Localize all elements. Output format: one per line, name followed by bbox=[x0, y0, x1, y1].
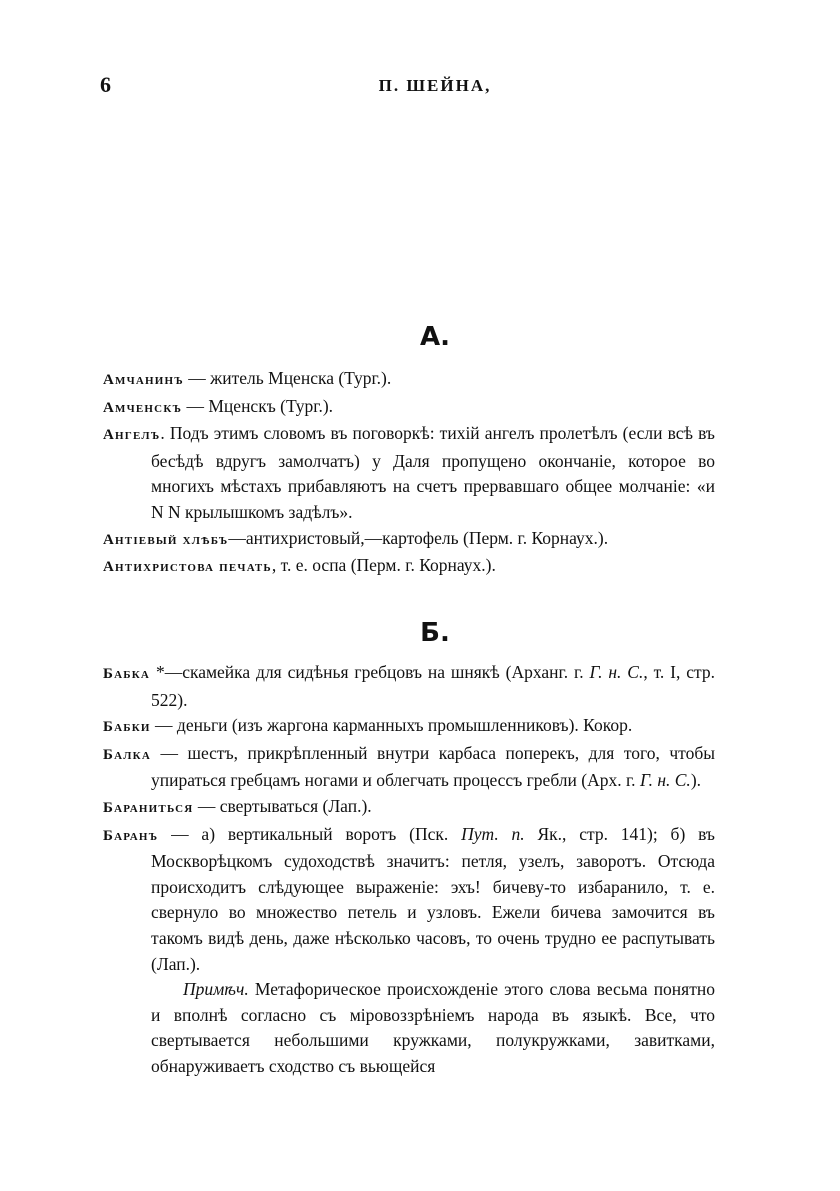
dictionary-entry bbox=[103, 741, 715, 794]
page-header bbox=[100, 72, 720, 102]
headword: Антіевый хлѣбъ bbox=[103, 531, 229, 548]
definition: . Подъ этимъ словомъ въ поговоркѣ: тихій ангелъ пролетѣлъ (если всѣ въ бесѣдѣ вдругъ замолчатъ) у Даля пропущено окончаніе, которое во многихъ мѣстахъ прибавляютъ на счетъ прервавшаго общее молчаніе: «и N N крылышкомъ задѣлъ». bbox=[151, 423, 715, 522]
definition: — житель Мценска (Тург.). bbox=[183, 368, 392, 388]
running-title: П. ШЕЙНА, bbox=[378, 76, 492, 95]
source-abbrev: Пут. п. bbox=[461, 823, 525, 844]
headword: Амченскъ bbox=[103, 399, 183, 416]
headword: Амчанинъ bbox=[103, 372, 184, 388]
definition-end: Як., стр. 141); б) въ Москворѣцкомъ судоходствѣ значитъ: петля, узелъ, заворотъ. Отсюда происходитъ слѣдующее выраженіе: эхъ! бичеву-то избаранило, т. е. свернуло во множество петель и узловъ. Ежели бичева замочится въ такомъ видѣ день, даже нѣсколько часовъ, то очень трудно ее распутывать (Лап.). bbox=[151, 823, 715, 974]
definition: — а) вертикальный воротъ (Пск. bbox=[158, 823, 462, 844]
dictionary-entry bbox=[103, 713, 715, 741]
headword: Бабка bbox=[103, 666, 151, 682]
headword: Антихристова печать bbox=[103, 559, 272, 576]
headword: Баранъ bbox=[103, 827, 159, 844]
definition-end: ). bbox=[690, 770, 702, 791]
definition: — шестъ, прикрѣпленный внутри карбаса поперекъ, для того, чтобы упираться гребцамъ ногами и облегчать процессъ гребли (Арх. г. bbox=[150, 742, 715, 791]
dictionary-entry bbox=[103, 660, 715, 713]
definition: —антихристовый,—картофель (Перм. г. Корнаух.). bbox=[228, 527, 609, 548]
source-abbrev: Г. н. С. bbox=[639, 770, 691, 791]
dictionary-entry bbox=[103, 394, 715, 422]
section-heading-b: Б. bbox=[420, 618, 450, 648]
note-paragraph bbox=[103, 977, 715, 1079]
section-a-entries bbox=[103, 366, 715, 581]
source-abbrev: Г. н. С. bbox=[589, 662, 644, 682]
definition: — свертываться (Лап.). bbox=[193, 795, 372, 816]
headword: Балка bbox=[103, 746, 151, 763]
headword: Ангелъ bbox=[103, 427, 161, 444]
dictionary-entry bbox=[103, 822, 715, 978]
definition: *—скамейка для сидѣнья гребцовъ на шнякѣ (Арханг. г. bbox=[150, 662, 590, 682]
dictionary-entry bbox=[103, 421, 715, 525]
definition-end: , т. I, стр. 522). bbox=[151, 662, 715, 710]
dictionary-entry bbox=[103, 794, 715, 822]
headword: Бабки bbox=[103, 719, 151, 736]
definition: — Мценскъ (Тург.). bbox=[182, 395, 334, 416]
definition: — деньги (изъ жаргона карманныхъ промышленниковъ). Кокор. bbox=[150, 715, 633, 736]
note-text: Метафорическое происхожденіе этого слова весьма понятно и вполнѣ согласно съ міровоззрѣніемъ народа въ языкѣ. Все, что свертывается небольшими кружками, полукружками, завитками, обнаруживаетъ сходство съ вьющейся bbox=[151, 979, 715, 1076]
section-heading-a: А. bbox=[420, 322, 450, 352]
note-label: Примѣч. bbox=[183, 979, 249, 1000]
dictionary-entry bbox=[103, 526, 715, 554]
definition: , т. е. оспа (Перм. г. Корнаух.). bbox=[271, 555, 496, 576]
section-b-entries bbox=[103, 660, 715, 1080]
dictionary-entry bbox=[103, 366, 715, 394]
headword: Бараниться bbox=[103, 799, 194, 816]
page-number: 6 bbox=[100, 72, 111, 97]
dictionary-entry bbox=[103, 553, 715, 581]
